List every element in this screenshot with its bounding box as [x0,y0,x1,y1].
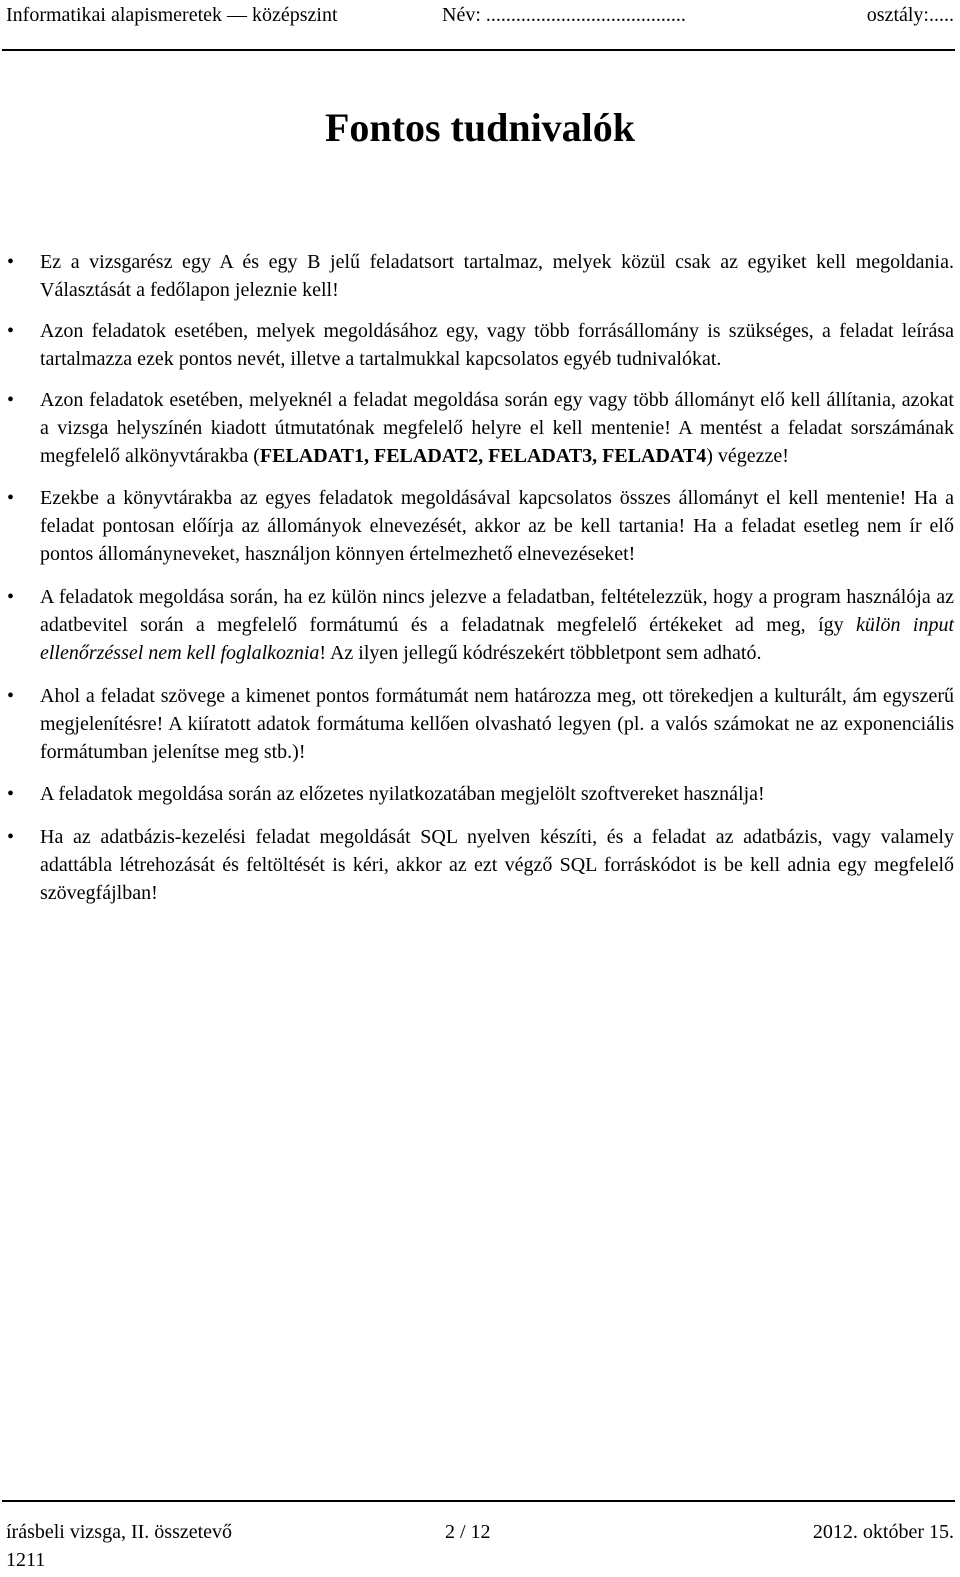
header-subject: Informatikai alapismeretek — középszint [6,4,338,26]
list-item [7,386,954,470]
item-text: Ezekbe a könyvtárakba az egyes feladatok megoldásával kapcsolatos összes állományt el kell mentenie! Ha a feladat pontosan előírja az állományok elnevezését, akkor az be kell tartania! Ha a feladat esetleg nem ír elő pontos állományneveket, használjon könnyen értelmezhető elnevezéseket! [40,487,954,565]
footer-code: 1211 [6,1549,46,1571]
footer-rule [2,1500,955,1502]
list-item [7,682,954,766]
list-item [7,317,954,373]
item-text: ! Az ilyen jellegű kódrészekért többletpont sem adható. [319,642,762,664]
item-text-italic: külön input ellenőrzéssel nem kell foglalkoznia [40,614,955,664]
list-item [7,484,954,568]
header-name-field: Név: ........................................ [442,4,686,26]
list-item [7,583,955,667]
item-text: A feladatok megoldása során az előzetes nyilatkozatában megjelölt szoftvereket használja! [40,783,765,805]
bullet-icon: • [7,826,15,848]
bullet-icon: • [7,487,15,509]
bullet-icon: • [7,783,15,805]
item-text: A feladatok megoldása során, ha ez külön nincs jelezve a feladatban, feltételezzük, hogy a program használója az adatbevitel során a megfelelő formátumú és a feladatnak megfelelő értékeket ad meg, így [40,586,954,636]
item-text: Azon feladatok esetében, melyeknél a feladat megoldása során egy vagy több állományt elő kell állítania, azokat a vizsga helyszínén kiadott útmutatónak megfelelő helyre el kell mentenie! A mentést a feladat sorszámának megfelelő alkönyvtárakba ( [40,389,954,467]
item-text: Ahol a feladat szövege a kimenet pontos formátumát nem határozza meg, ott törekedjen a kulturált, ám egyszerű megjelenítésre! A kiíratott adatok formátuma kellően olvasható legyen (pl. a valós számokat ne az exponenciális formátumban jelenítse meg stb.)! [40,685,954,763]
item-text-bold: FELADAT1, FELADAT2, FELADAT3, FELADAT4 [259,445,707,467]
item-text: Ha az adatbázis-kezelési feladat megoldását SQL nyelven készíti, és a feladat az adatbázis, vagy valamely adattábla létrehozását és feltöltését is kéri, akkor az ezt végző SQL forráskódot is be kell adnia egy megfelelő szövegfájlban! [40,826,954,904]
page-header [6,0,954,30]
header-class-field: osztály:..... [866,4,954,26]
bullet-icon: • [7,685,15,707]
footer-date: 2012. október 15. [812,1521,954,1543]
footer-page-number: 2 / 12 [445,1521,491,1543]
item-text: Azon feladatok esetében, melyek megoldásához egy, vagy több forrásállomány is szükséges, a feladat leírása tartalmazza ezek pontos nevét, illetve a tartalmukkal kapcsolatos egyéb tudnivalókat. [40,320,954,370]
instructions-list [7,248,955,907]
list-item [7,780,954,808]
bullet-icon: • [7,320,15,342]
footer-exam-part: írásbeli vizsga, II. összetevő [6,1521,233,1543]
bullet-icon: • [7,251,15,273]
page-title: Fontos tudnivalók [324,105,636,150]
bullet-icon: • [7,586,15,608]
list-item [7,248,954,304]
item-text: Ez a vizsgarész egy A és egy B jelű feladatsort tartalmaz, melyek közül csak az egyiket kell megoldania. Választását a fedőlapon jeleznie kell! [40,251,954,301]
bullet-icon: • [7,389,15,411]
list-item [7,823,954,907]
item-text: ) végezze! [706,445,789,467]
header-rule [2,49,955,51]
